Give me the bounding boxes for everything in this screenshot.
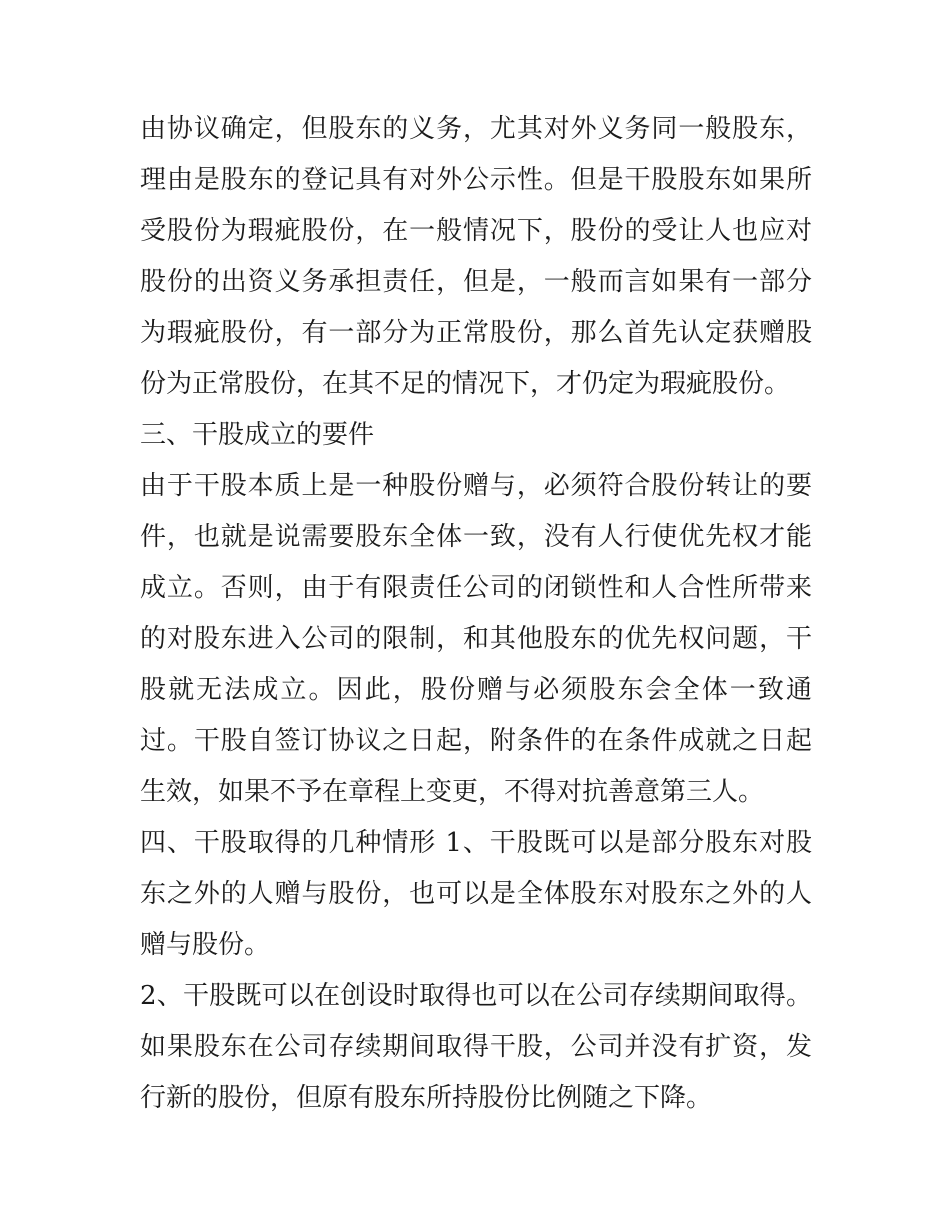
section-heading-3: 三、干股成立的要件 bbox=[140, 420, 375, 450]
paragraph-section-4-item-1: 四、干股取得的几种情形 1、干股既可以是部分股东对股东之外的人赠与股份，也可以是全体股东对股东之外的人赠与股份。 bbox=[140, 828, 812, 960]
paragraph-section-4-item-2: 2、干股既可以在创设时取得也可以在公司存续期间取得。如果股东在公司存续期间取得干股，公司并没有扩资，发行新的股份，但原有股东所持股份比例随之下降。 bbox=[140, 981, 812, 1113]
paragraph-shareholder-obligations: 由协议确定，但股东的义务，尤其对外义务同一般股东，理由是股东的登记具有对外公示性。但是干股股东如果所受股份为瑕疵股份，在一般情况下，股份的受让人也应对股份的出资义务承担责任，但是，一般而言如果有一部分为瑕疵股份，有一部分为正常股份，那么首先认定获赠股份为正常股份，在其不足的情况下，才仍定为瑕疵股份。 bbox=[140, 114, 812, 399]
paragraph-establishment-requirements: 由于干股本质上是一种股份赠与，必须符合股份转让的要件，也就是说需要股东全体一致，没有人行使优先权才能成立。否则，由于有限责任公司的闭锁性和人合性所带来的对股东进入公司的限制，和其他股东的优先权问题，干股就无法成立。因此，股份赠与必须股东会全体一致通过。干股自签订协议之日起，附条件的在条件成就之日起生效，如果不予在章程上变更，不得对抗善意第三人。 bbox=[140, 471, 812, 807]
document-body bbox=[140, 104, 812, 1124]
